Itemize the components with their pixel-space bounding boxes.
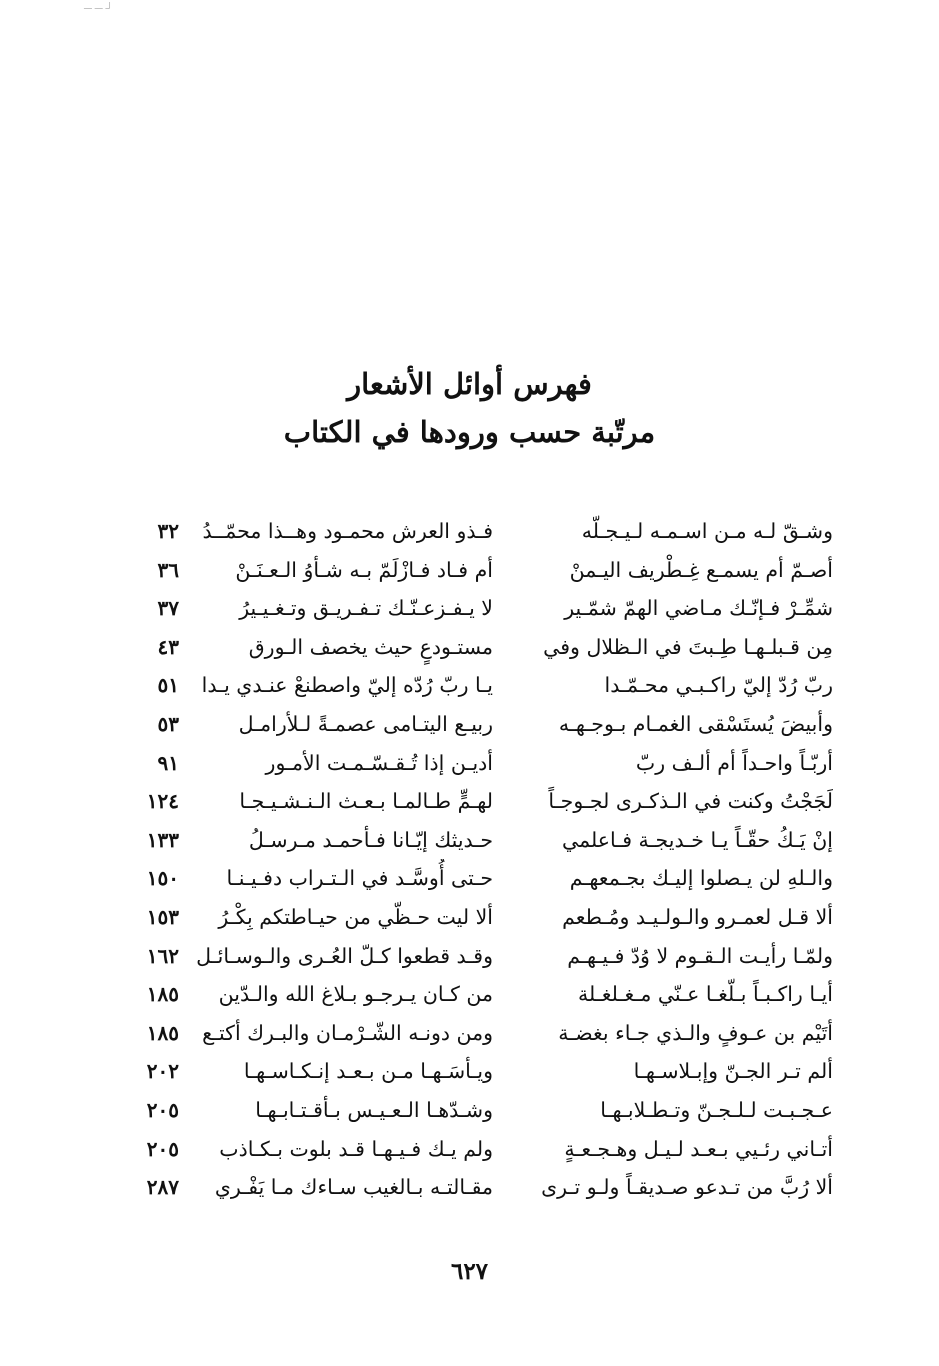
entry-page-number: ١٥٣ [146,904,179,929]
index-entry [0,705,939,744]
verse-second-hemistich: وقـد قطعوا كـلّ العُـرى والـوسـائـل [196,943,493,968]
verse-first-hemistich: لَجَجْتُ وكنت في الـذكـرى لجـوجـاً [548,789,833,814]
index-entry [0,628,939,667]
index-entry [0,975,939,1014]
index-entry [0,1130,939,1169]
index-entry [0,898,939,937]
index-entry [0,512,939,551]
verse-first-hemistich: أربّـاً واحـداً أم ألـف ربّ [635,750,833,775]
verse-second-hemistich: مستـودعٍ حيث يخصف الـورق [248,634,493,659]
verse-first-hemistich: وشـقّ لـه مـن اسـمـه لـيـجـلّه [581,519,833,543]
verse-second-hemistich: ولم يـك فـيـهـا قـد بلوت بـكـاذب [219,1136,493,1161]
verse-first-hemistich: إنْ يَـكُ حقّـاً يـا خـديجـة فـاعلمي [562,827,833,852]
verse-first-hemistich: ألم تـر الجـنّ وإبـلاسـهـا [633,1059,833,1084]
index-entry [0,589,939,628]
index-entry [0,1014,939,1053]
verse-first-hemistich: ألا قـل لعمـرو والـولـيـد ومُـطعم [562,904,833,929]
entry-page-number: ٣٧ [157,596,179,621]
entry-page-number: ١٦٢ [146,943,179,968]
entry-page-number: ٢٠٥ [146,1136,179,1161]
index-title-block [0,360,939,456]
verse-first-hemistich: مِن قـبلـهـا طِـبتَ في الـظلال وفي [543,634,833,659]
entry-page-number: ٢٠٢ [146,1059,179,1084]
index-entry [0,821,939,860]
verse-first-hemistich: ربّ رُدّ إليّ راكـبـي محـمّـدا [604,673,833,698]
verse-first-hemistich: والـلهِ لن يـصلوا إليـك بجـمعهـم [569,866,833,891]
index-subtitle: مرتّبة حسب ورودها في الكتاب [283,415,656,449]
verse-second-hemistich: يـا ربّ رُدّه إليّ واصطنعْ عنـدي يـدا [201,673,493,698]
entry-page-number: ١٢٤ [146,789,179,814]
verse-second-hemistich: فـذو العرش محمـود وهــذا محمّــدُ [202,519,493,543]
index-title: فهرس أوائل الأشعار [347,367,592,401]
verse-first-hemistich: ولمّـا رأيـت الـقـوم لا وُدّ فـيـهـم [567,943,833,968]
header-scan-mark: لـ ـــ ـــ [84,2,111,12]
verse-second-hemistich: ويـأسَـهـا مـن بـعـد إنـكـاسـهـا [243,1059,493,1084]
verse-second-hemistich: لهـمٍّ طـالمـا بـعـث الـنـشـيـجـا [239,789,493,814]
verse-second-hemistich: وشـدّهـا الـعـيـس بـأقـتـابـهـا [255,1097,493,1122]
entry-page-number: ١٨٥ [146,1020,179,1045]
entry-page-number: ٥١ [157,673,179,698]
verse-second-hemistich: حـتى أُوسَّـد في الـتـراب دفـيـنـا [226,866,493,891]
index-entry [0,782,939,821]
verse-first-hemistich: أيـا راكـبـاً بـلّغـا عـنّي مـغـلغـلة [577,982,833,1007]
verse-second-hemistich: مقـالتـه بـالغيب سـاءك مـا يَفْـري [214,1175,493,1200]
verse-first-hemistich: عـجـبـت لـلـجـنّ وتـطـلابـهـا [600,1097,833,1122]
verse-first-hemistich: شمِّـرْ فـإنّـك مـاضي الهمّ شمّـير [564,596,833,621]
page-number: ٦٢٧ [450,1258,489,1285]
index-entry [0,859,939,898]
entry-page-number: ١٥٠ [146,866,179,891]
verse-second-hemistich: من كـان يـرجـو بـلاغ الله والـدّين [218,982,493,1007]
verse-second-hemistich: ومن دونـه الشّـرْمـان والبـرك أكتـع [202,1020,493,1045]
verse-first-hemistich: أصـمّ أم يسمـع غِـطْريف اليـمنْ [569,557,833,582]
index-entry [0,1052,939,1091]
verse-second-hemistich: أديـن إذا تُـقـسّـمـت الأمـور [265,750,493,775]
entry-page-number: ٩١ [157,750,179,775]
index-entry [0,937,939,976]
entry-page-number: ٥٣ [157,711,179,736]
verse-first-hemistich: ألا رُبَّ من تـدعو صـديقـاً ولـو تـرى [541,1175,833,1200]
entry-page-number: ٣٦ [157,557,179,582]
entry-page-number: ٤٣ [157,634,179,659]
verse-second-hemistich: ربيـع اليتـامى عصمـةً لـلأرامـل [238,711,493,736]
verse-first-hemistich: أتـاني رئـيي بـعـد لـيـل وهـجـعـةٍ [564,1136,833,1161]
index-entry [0,666,939,705]
index-entry [0,744,939,783]
index-entry [0,551,939,590]
verse-first-hemistich: أتَيْم بن عـوفٍ والـذي جـاء بغضـة [558,1020,833,1045]
verse-second-hemistich: أم فـاد فـازْلَمّ بـه شـأوُ الـعـنَـنْ [235,557,493,582]
entry-page-number: ١٣٣ [146,827,179,852]
verse-second-hemistich: حـديثك إيّـانا فـأحمـد مـرسـلُ [248,827,493,852]
index-entry [0,1168,939,1207]
entry-page-number: ٢٠٥ [146,1097,179,1122]
verse-second-hemistich: ألا ليت حـظّي من حيـاطتكم بِكْـرُ [218,904,493,929]
verse-first-hemistich: وأبيضَ يُستَسْقى الغمـام بـوجـهـه [558,711,833,736]
entry-page-number: ٣٢ [157,519,179,543]
poem-index-list [0,512,939,1207]
entry-page-number: ١٨٥ [146,982,179,1007]
entry-page-number: ٢٨٧ [146,1175,179,1200]
verse-second-hemistich: لا يـفـزعـنّـك تـفـريـق وتـغـيـيرُ [239,596,493,621]
index-entry [0,1091,939,1130]
